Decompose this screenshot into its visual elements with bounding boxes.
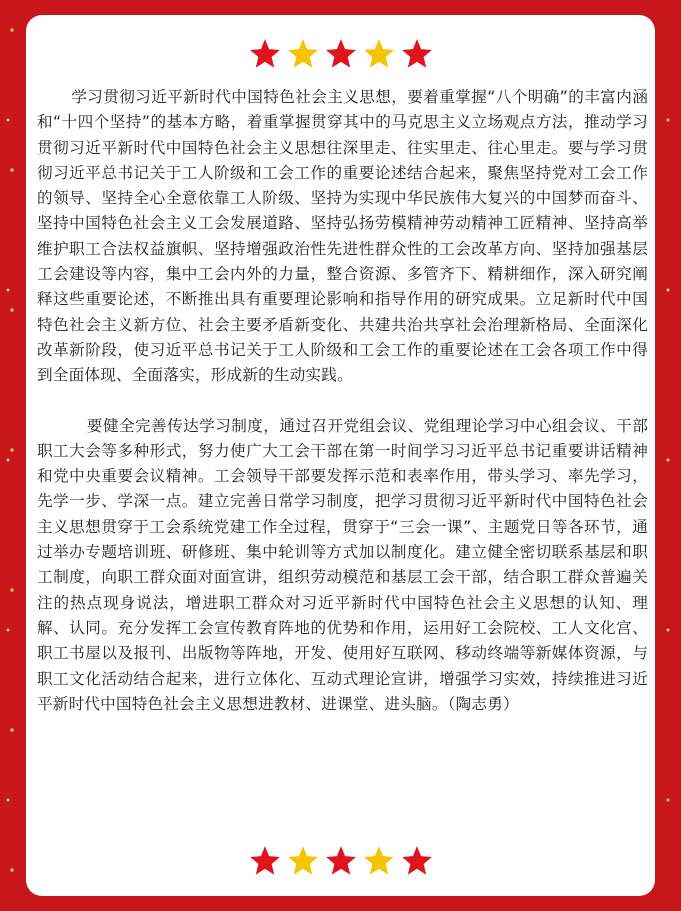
star-icon <box>362 844 396 878</box>
paragraph-2: 要健全完善传达学习制度，通过召开党组会议、党组理论学习中心组会议、干部职工大会等多种形式，努力使广大工会干部在第一时间学习习近平总书记重要讲话精神和党中央重要会议精神。工会领导干部要发挥示范和表率作用，带头学习、率先学习，先学一步、学深一点。建立完善日常学习制度，把学习贯彻习近平新时代中国特色社会主义思想贯穿于工会系统党建工作全过程，贯穿于“三会一课”、主题党日等各环节，通过举办专题培训班、研修班、集中轮训等方式加以制度化。建立健全密切联系基层和职工制度，向职工群众面对面宣讲，组织劳动模范和基层工会干部，结合职工群众普遍关注的热点现身说法，增进职工群众对习近平新时代中国特色社会主义思想的认知、理解、认同。充分发挥工会宣传教育阵地的优势和作用，运用好工会院校、工人文化宫、职工书屋以及报刊、出版物等阵地，开发、使用好互联网、移动终端等新媒体资源，与职工文化活动结合起来，进行立体化、互动式理论宣讲，增强学习实效，持续推进习近平新时代中国特色社会主义思想进教材、进课堂、进头脑。（陶志勇） <box>37 416 648 713</box>
star-icon <box>248 844 282 878</box>
paragraph-1: 学习贯彻习近平新时代中国特色社会主义思想，要着重掌握“八个明确”的丰富内涵和“十四个坚持”的基本方略，着重掌握贯穿其中的马克思主义立场观点方法，推动学习贯彻习近平新时代中国特色社会主义思想往深里走、往实里走、往心里走。要与学习贯彻习近平总书记关于工人阶级和工会工作的重要论述结合起来，聚焦坚持党对工会工作的领导、坚持全心全意依靠工人阶级、坚持为实现中华民族伟大复兴的中国梦而奋斗、坚持中国特色社会主义工会发展道路、坚持弘扬劳模精神劳动精神工匠精神、坚持高举维护职工合法权益旗帜、坚持增强政治性先进性群众性的工会改革方向、坚持加强基层工会建设等内容，集中工会内外的力量，整合资源、多管齐下、精耕细作，深入研究阐释这些重要论述，不断推出具有重要理论影响和指导作用的研究成果。立足新时代中国特色社会主义新方位、社会主要矛盾新变化、共建共治共享社会治理新格局、全面深化改革新阶段，使习近平总书记关于工人阶级和工会工作的重要论述在工会各项工作中得到全面体现、全面落实，形成新的生动实践。 <box>37 88 648 385</box>
article-card <box>26 15 655 896</box>
top-star-row <box>26 37 655 71</box>
star-icon <box>400 844 434 878</box>
star-icon <box>286 844 320 878</box>
star-icon <box>324 37 358 71</box>
star-icon <box>400 37 434 71</box>
star-icon <box>286 37 320 71</box>
star-icon <box>324 844 358 878</box>
star-icon <box>248 37 282 71</box>
star-icon <box>362 37 396 71</box>
article-body <box>37 85 648 717</box>
bottom-star-row <box>26 844 655 878</box>
